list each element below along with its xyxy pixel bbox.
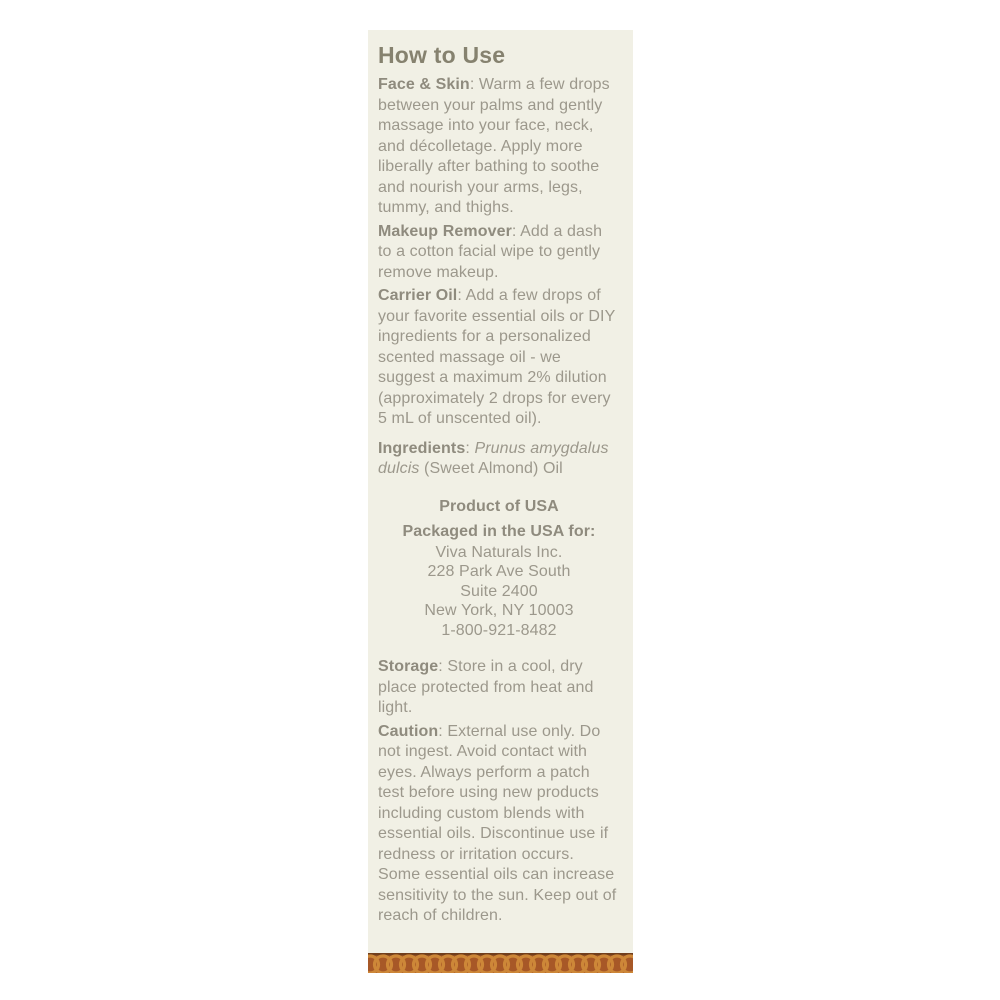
storage-instructions	[378, 657, 620, 719]
caution-instructions	[378, 722, 620, 927]
carrier-oil-label: Carrier Oil	[378, 287, 458, 304]
ingredients-line	[378, 439, 620, 480]
how-to-use-heading: How to Use	[378, 42, 506, 68]
caution-text: External use only. Do not ingest. Avoid contact with eyes. Always perform a patch test before using new products including custom blends with essential oils. Discontinue use if redness or irritation occurs. Some essential oils can increase sensitivity to the sun. Keep out of reach of children.	[378, 722, 617, 924]
label-separator: :	[438, 722, 448, 740]
storage-label: Storage	[378, 658, 439, 675]
label-separator: :	[511, 222, 521, 240]
address-street: 228 Park Ave South	[427, 563, 571, 580]
carrier-oil-text: Add a few drops of your favorite essential oils or DIY ingredients for a personalized scented massage oil - we suggest a maximum 2% dilution (approximately 2 drops for every 5 mL of unscented oil).	[378, 287, 616, 427]
packaged-for-label: Packaged in the USA for:	[402, 523, 596, 540]
caution-label: Caution	[378, 722, 439, 740]
label-separator: :	[465, 439, 475, 457]
makeup-remover-text: Add a dash to a cotton facial wipe to gently remove makeup.	[378, 222, 603, 281]
company-name: Viva Naturals Inc.	[435, 543, 563, 561]
label-separator: :	[438, 658, 448, 675]
product-label-back-panel	[368, 30, 633, 973]
decorative-band	[368, 953, 633, 973]
product-origin: Product of USA	[439, 497, 559, 515]
label-separator: :	[457, 287, 466, 304]
storage-text: Store in a cool, dry place protected from heat and light.	[378, 658, 594, 716]
makeup-remover-instructions	[378, 222, 620, 284]
phone-number: 1-800-921-8482	[441, 621, 557, 639]
address-suite: Suite 2400	[460, 582, 538, 600]
ring-chain-pattern	[368, 953, 633, 973]
carrier-oil-instructions	[378, 286, 620, 430]
face-skin-instructions	[378, 75, 620, 219]
face-skin-label: Face & Skin	[378, 76, 470, 93]
ingredients-latin-name: Prunus amygdalus dulcis	[378, 439, 609, 477]
label-content	[368, 30, 633, 927]
face-skin-text: Warm a few drops between your palms and gently massage into your face, neck, and décolletage. Apply more liberally after bathing to soothe and nourish your arms, legs, tummy, and thighs.	[378, 76, 610, 216]
manufacturer-block	[378, 497, 620, 641]
label-separator: :	[469, 76, 479, 93]
ingredients-common-name: (Sweet Almond) Oil	[419, 460, 563, 477]
makeup-remover-label: Makeup Remover	[378, 222, 512, 240]
address-city: New York, NY 10003	[424, 602, 574, 619]
ingredients-label: Ingredients	[378, 439, 466, 457]
